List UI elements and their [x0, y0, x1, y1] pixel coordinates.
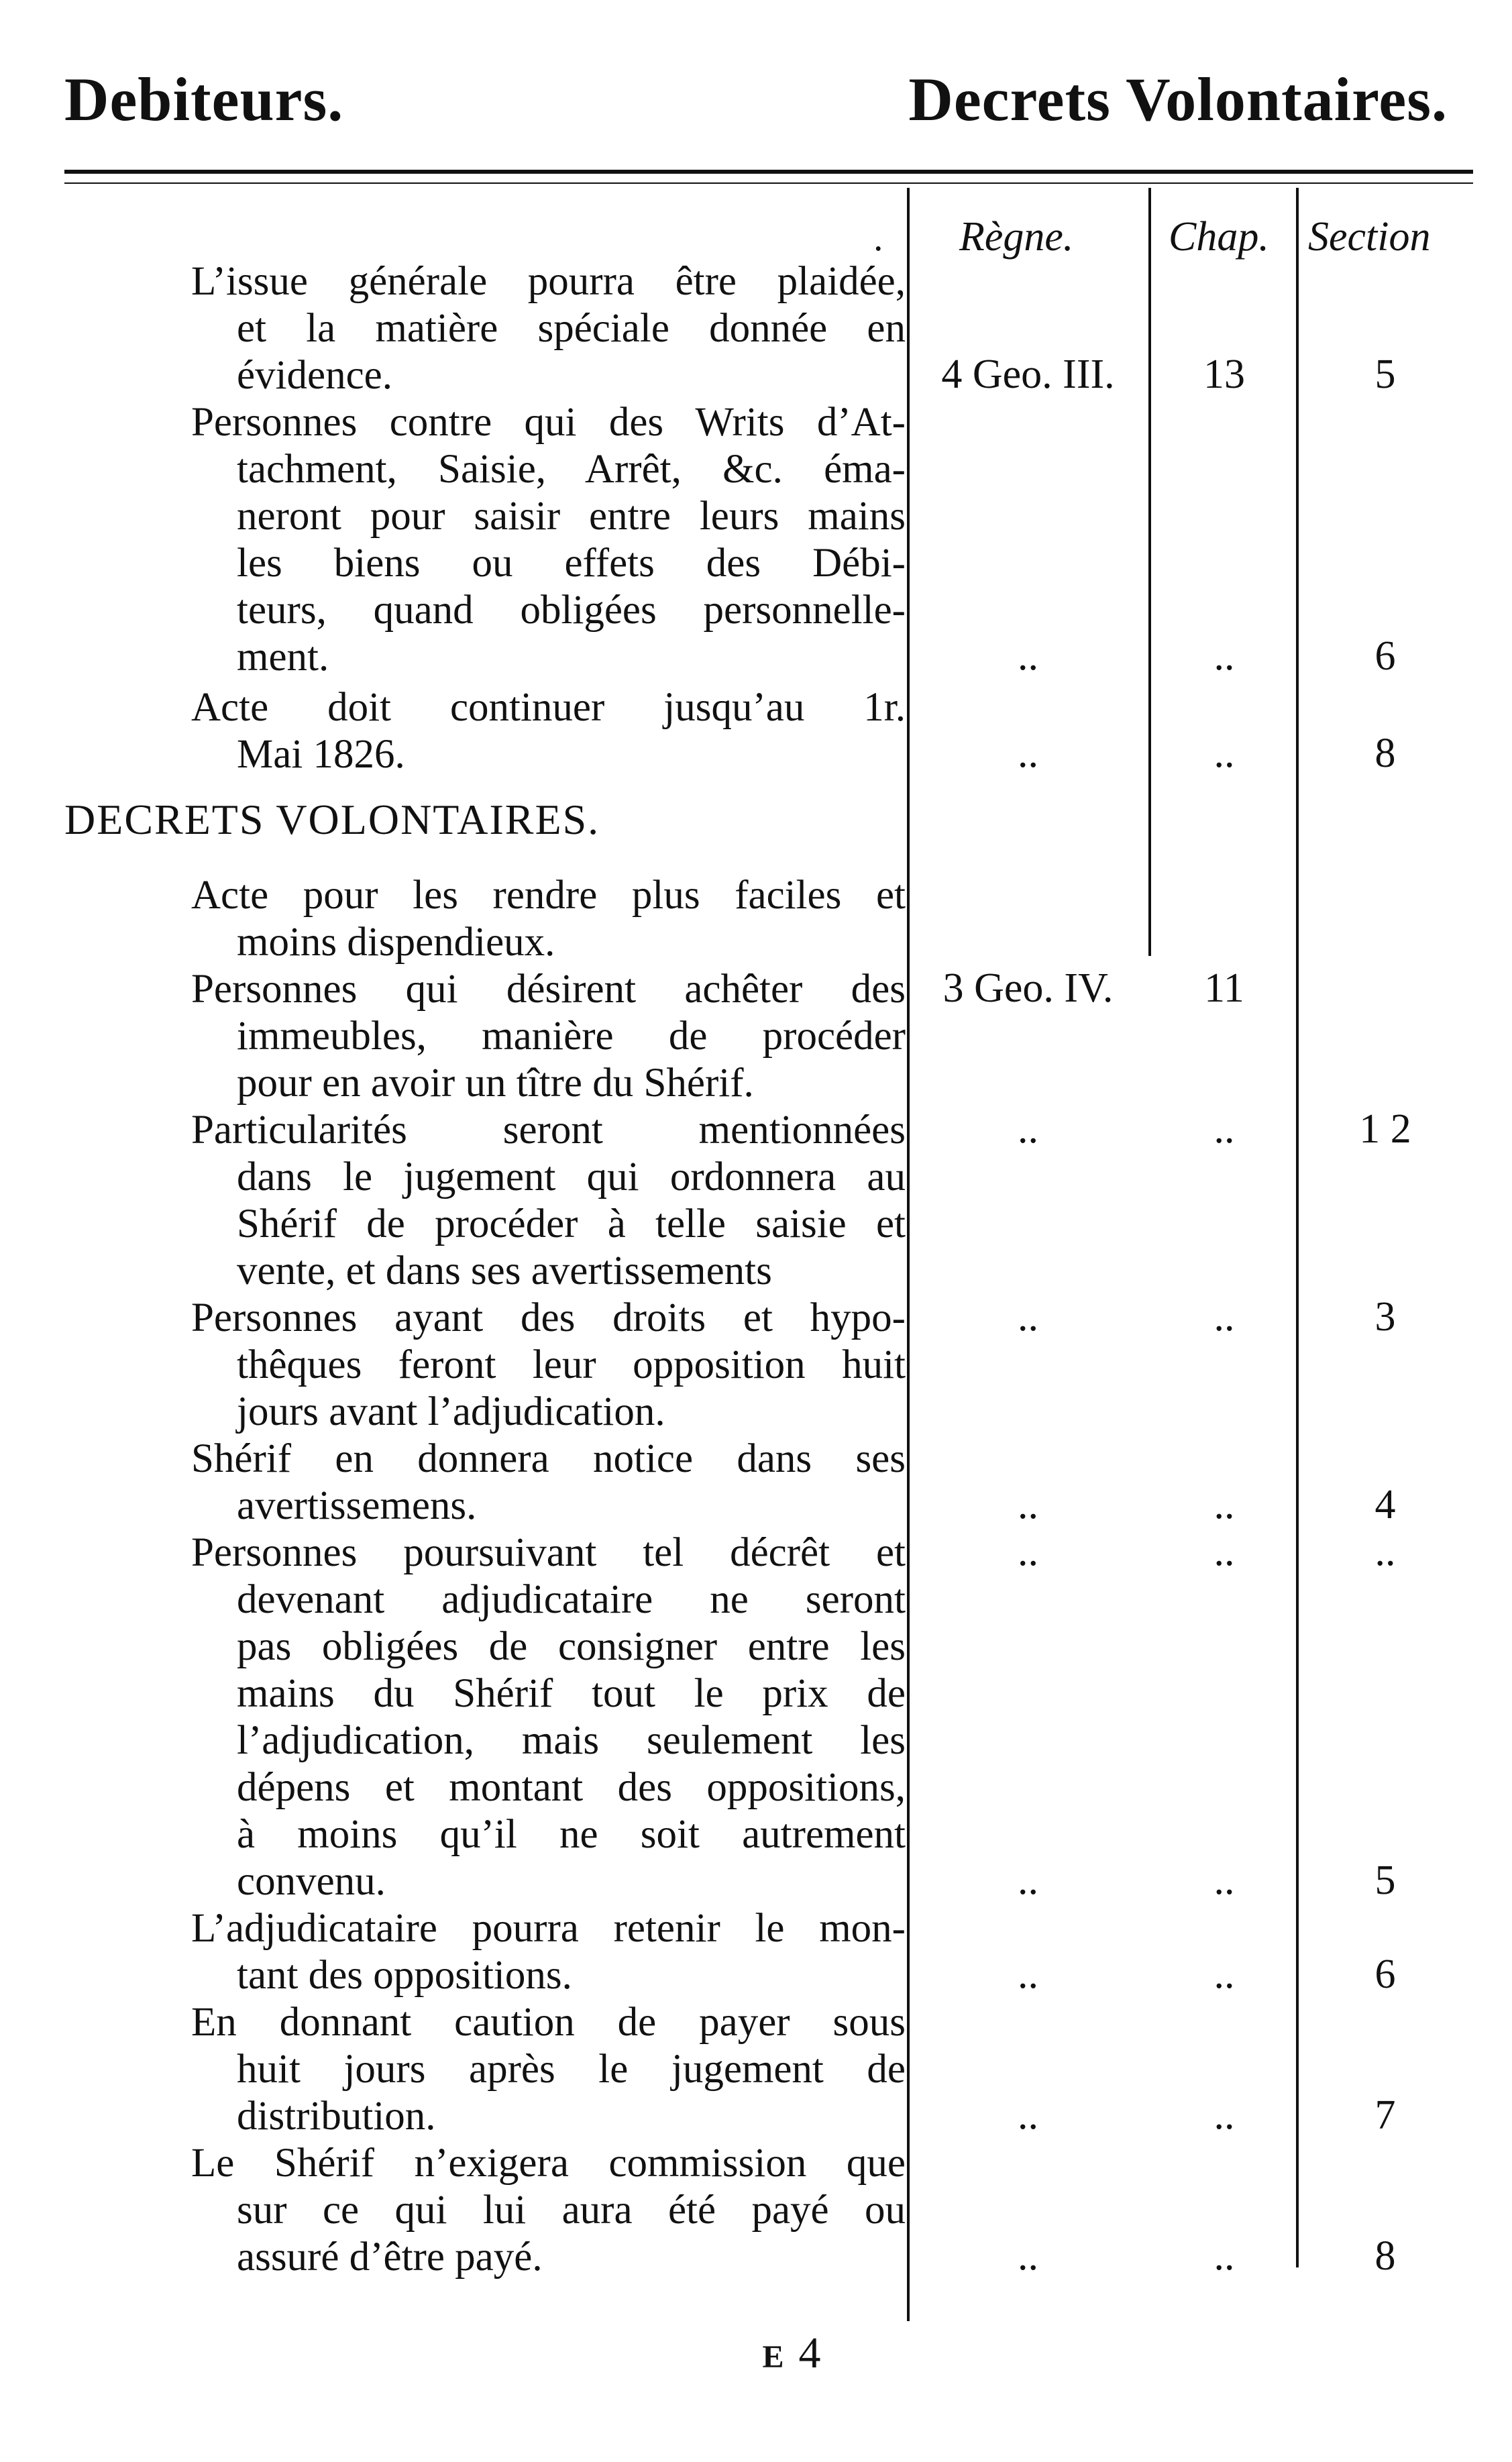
chap-cell: ..	[1213, 633, 1235, 679]
chap-cell: ..	[1213, 1529, 1235, 1574]
page-number: 4	[798, 2329, 821, 2377]
index-entry	[191, 1107, 906, 1295]
entry-line: évidence.	[237, 353, 392, 398]
entry-line: neront pour saisir entre leurs mains	[237, 494, 906, 539]
section-heading: DECRETS VOLONTAIRES.	[64, 796, 600, 843]
index-entry	[191, 1295, 906, 1436]
regne-cell: ..	[1018, 633, 1038, 679]
section-cell: 5	[1374, 1858, 1396, 1903]
entry-line: Shérif en donnera notice dans ses	[191, 1436, 906, 1481]
column-header-regne: Règne.	[959, 214, 1074, 260]
entry-line: Le Shérif n’exigera commission que	[191, 2141, 906, 2186]
regne-cell: 4 Geo. III.	[941, 352, 1115, 397]
entry-line: dépens et montant des oppositions,	[237, 1765, 906, 1810]
section-cell: 6	[1374, 633, 1396, 679]
index-entry	[191, 258, 906, 399]
entry-line: Mai 1826.	[237, 732, 405, 777]
index-entry	[191, 399, 906, 681]
section-cell: 8	[1374, 2233, 1396, 2279]
column-divider-regne	[1148, 188, 1151, 956]
entry-line: tachment, Saisie, Arrêt, &c. éma-	[237, 447, 906, 492]
entry-line: Acte doit continuer jusqu’au 1r.	[191, 685, 906, 730]
chap-cell: ..	[1213, 731, 1235, 776]
entry-line: Personnes ayant des droits et hypo-	[191, 1295, 906, 1340]
entry-line: pas obligées de consigner entre les	[237, 1624, 906, 1669]
entry-line: et la matière spéciale donnée en	[237, 306, 906, 351]
column-divider-text	[907, 188, 910, 2321]
section-cell: 1 2	[1359, 1106, 1411, 1152]
running-head-right: Decrets Volontaires.	[908, 65, 1448, 133]
index-entry	[191, 872, 906, 966]
entry-line: Shérif de procéder à telle saisie et	[237, 1201, 906, 1246]
entry-line: immeubles, manière de procéder	[237, 1014, 906, 1059]
entry-line: dans le jugement qui ordonnera au	[237, 1155, 906, 1199]
regne-cell: ..	[1018, 1529, 1038, 1574]
entry-line: convenu.	[237, 1859, 386, 1904]
stray-dot: .	[873, 215, 883, 259]
entry-line: Personnes qui désirent achêter des	[191, 967, 906, 1012]
column-divider-chap	[1296, 188, 1299, 2267]
entry-line: avertissemens.	[237, 1483, 477, 1528]
entry-line: devenant adjudicataire ne seront	[237, 1577, 906, 1622]
chap-cell: ..	[1213, 1106, 1235, 1152]
chap-cell: 11	[1204, 965, 1244, 1011]
entry-line: ment.	[237, 635, 329, 680]
page-footer	[724, 2328, 859, 2379]
regne-cell: ..	[1018, 2233, 1038, 2279]
entry-line: thêques feront leur opposition huit	[237, 1342, 906, 1387]
entry-line: distribution.	[237, 2094, 436, 2139]
section-cell: 5	[1374, 352, 1396, 397]
chap-cell: ..	[1213, 1482, 1235, 1528]
chap-cell: 13	[1203, 352, 1245, 397]
entry-line: En donnant caution de payer sous	[191, 2000, 906, 2045]
entry-line: jours avant l’adjudication.	[237, 1389, 665, 1434]
chap-cell: ..	[1213, 2092, 1235, 2138]
chap-cell: ..	[1213, 1858, 1235, 1903]
chap-cell: ..	[1213, 2233, 1235, 2279]
chap-cell: ..	[1213, 1294, 1235, 1340]
entry-line: Personnes poursuivant tel décrêt et	[191, 1530, 906, 1575]
entry-line: les biens ou effets des Débi-	[237, 541, 906, 586]
entry-line: pour en avoir un tître du Shérif.	[237, 1061, 754, 1106]
index-entry	[191, 966, 906, 1107]
regne-cell: ..	[1018, 1858, 1038, 1903]
entry-line: teurs, quand obligées personnelle-	[237, 588, 906, 633]
chap-cell: ..	[1213, 1951, 1235, 1997]
section-cell: 7	[1374, 2092, 1396, 2138]
entry-line: Personnes contre qui des Writs d’At-	[191, 400, 906, 445]
entry-line: moins dispendieux.	[237, 920, 555, 965]
signature-mark: E	[762, 2339, 784, 2375]
regne-cell: ..	[1018, 731, 1038, 776]
entry-line: sur ce qui lui aura été payé ou	[237, 2188, 906, 2233]
index-entry	[191, 1905, 906, 1999]
section-cell: ..	[1374, 1529, 1396, 1574]
column-header-chap: Chap.	[1169, 214, 1269, 260]
regne-cell: ..	[1018, 1951, 1038, 1997]
regne-cell: ..	[1018, 2092, 1038, 2138]
section-cell: 3	[1374, 1294, 1396, 1340]
entry-line: L’adjudicataire pourra retenir le mon-	[191, 1906, 906, 1951]
section-cell: 8	[1374, 731, 1396, 776]
regne-cell: 3 Geo. IV.	[942, 965, 1114, 1011]
regne-cell: ..	[1018, 1482, 1038, 1528]
entry-line: Particularités seront mentionnées	[191, 1108, 906, 1153]
entry-line: tant des oppositions.	[237, 1953, 572, 1998]
running-head-left: Debiteurs.	[64, 65, 344, 133]
header-rule-thick	[64, 170, 1473, 174]
entry-line: assuré d’être payé.	[237, 2235, 543, 2280]
section-cell: 4	[1374, 1482, 1396, 1528]
section-cell: 6	[1374, 1951, 1396, 1997]
entry-line: mains du Shérif tout le prix de	[237, 1671, 906, 1716]
index-entry	[191, 1436, 906, 1530]
column-header-section: Section	[1308, 214, 1431, 260]
entry-line: L’issue générale pourra être plaidée,	[191, 259, 906, 304]
regne-cell: ..	[1018, 1294, 1038, 1340]
entry-line: Acte pour les rendre plus faciles et	[191, 873, 906, 918]
index-entry	[191, 1530, 906, 1905]
index-entry	[191, 1999, 906, 2140]
entry-line: à moins qu’il ne soit autrement	[237, 1812, 906, 1857]
regne-cell: ..	[1018, 1106, 1038, 1152]
header-rule-thin	[64, 182, 1473, 184]
entry-line: l’adjudication, mais seulement les	[237, 1718, 906, 1763]
index-entry	[191, 2140, 906, 2281]
entry-line: vente, et dans ses avertissements	[237, 1248, 772, 1293]
index-entry	[191, 684, 906, 778]
entry-line: huit jours après le jugement de	[237, 2047, 906, 2092]
